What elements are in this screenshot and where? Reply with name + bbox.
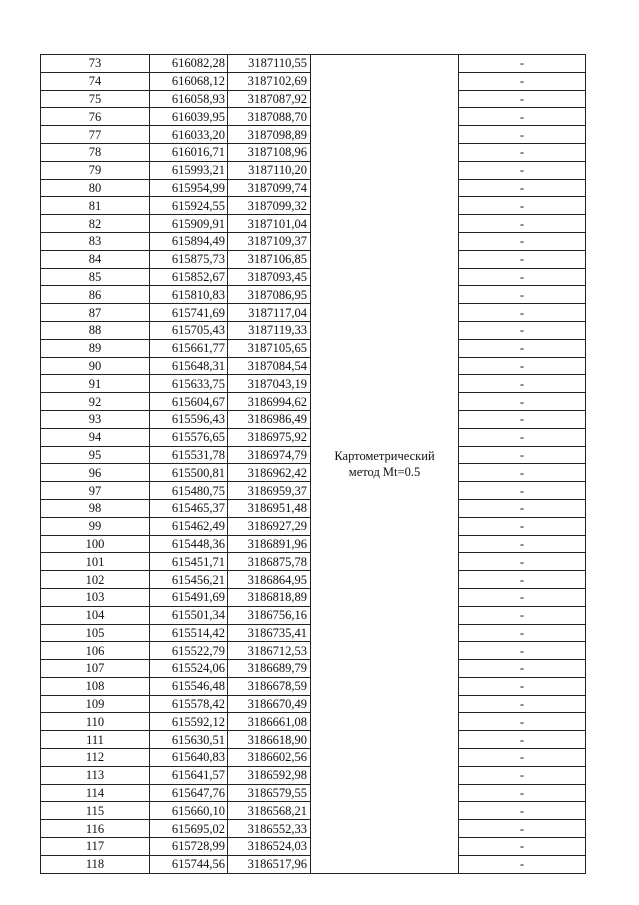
- y-coordinate-cell: 3187106,85: [228, 250, 311, 268]
- x-coordinate-cell: 615630,51: [150, 731, 228, 749]
- y-coordinate-cell: 3186927,29: [228, 517, 311, 535]
- accuracy-cell: -: [459, 820, 586, 838]
- accuracy-cell: -: [459, 499, 586, 517]
- x-coordinate-cell: 616058,93: [150, 90, 228, 108]
- x-coordinate-cell: 615744,56: [150, 855, 228, 873]
- x-coordinate-cell: 615596,43: [150, 410, 228, 428]
- point-number-cell: 109: [41, 695, 150, 713]
- x-coordinate-cell: 615480,75: [150, 482, 228, 500]
- y-coordinate-cell: 3186986,49: [228, 410, 311, 428]
- point-number-cell: 103: [41, 588, 150, 606]
- y-coordinate-cell: 3187086,95: [228, 286, 311, 304]
- point-number-cell: 111: [41, 731, 150, 749]
- x-coordinate-cell: 615924,55: [150, 197, 228, 215]
- point-number-cell: 106: [41, 642, 150, 660]
- x-coordinate-cell: 615640,83: [150, 749, 228, 767]
- point-number-cell: 93: [41, 410, 150, 428]
- accuracy-cell: -: [459, 72, 586, 90]
- y-coordinate-cell: 3186552,33: [228, 820, 311, 838]
- y-coordinate-cell: 3187117,04: [228, 304, 311, 322]
- accuracy-cell: -: [459, 393, 586, 411]
- accuracy-cell: -: [459, 268, 586, 286]
- y-coordinate-cell: 3187119,33: [228, 321, 311, 339]
- point-number-cell: 96: [41, 464, 150, 482]
- x-coordinate-cell: 616033,20: [150, 126, 228, 144]
- point-number-cell: 80: [41, 179, 150, 197]
- accuracy-cell: -: [459, 571, 586, 589]
- point-number-cell: 98: [41, 499, 150, 517]
- x-coordinate-cell: 615705,43: [150, 321, 228, 339]
- point-number-cell: 107: [41, 660, 150, 678]
- accuracy-cell: -: [459, 553, 586, 571]
- y-coordinate-cell: 3186712,53: [228, 642, 311, 660]
- y-coordinate-cell: 3187087,92: [228, 90, 311, 108]
- x-coordinate-cell: 615578,42: [150, 695, 228, 713]
- y-coordinate-cell: 3187105,65: [228, 339, 311, 357]
- accuracy-cell: -: [459, 695, 586, 713]
- accuracy-cell: -: [459, 713, 586, 731]
- y-coordinate-cell: 3186962,42: [228, 464, 311, 482]
- accuracy-cell: -: [459, 321, 586, 339]
- accuracy-cell: -: [459, 784, 586, 802]
- x-coordinate-cell: 616082,28: [150, 55, 228, 73]
- x-coordinate-cell: 615909,91: [150, 215, 228, 233]
- accuracy-cell: -: [459, 215, 586, 233]
- x-coordinate-cell: 615546,48: [150, 677, 228, 695]
- accuracy-cell: -: [459, 855, 586, 873]
- point-number-cell: 82: [41, 215, 150, 233]
- point-number-cell: 83: [41, 232, 150, 250]
- accuracy-cell: -: [459, 482, 586, 500]
- x-coordinate-cell: 615661,77: [150, 339, 228, 357]
- accuracy-cell: -: [459, 304, 586, 322]
- accuracy-cell: -: [459, 766, 586, 784]
- y-coordinate-cell: 3187043,19: [228, 375, 311, 393]
- y-coordinate-cell: 3186602,56: [228, 749, 311, 767]
- x-coordinate-cell: 615451,71: [150, 553, 228, 571]
- x-coordinate-cell: 615647,76: [150, 784, 228, 802]
- point-number-cell: 112: [41, 749, 150, 767]
- x-coordinate-cell: 615592,12: [150, 713, 228, 731]
- point-number-cell: 95: [41, 446, 150, 464]
- x-coordinate-cell: 615954,99: [150, 179, 228, 197]
- accuracy-cell: -: [459, 838, 586, 856]
- point-number-cell: 102: [41, 571, 150, 589]
- y-coordinate-cell: 3186524,03: [228, 838, 311, 856]
- accuracy-cell: -: [459, 250, 586, 268]
- x-coordinate-cell: 615641,57: [150, 766, 228, 784]
- x-coordinate-cell: 615604,67: [150, 393, 228, 411]
- point-number-cell: 75: [41, 90, 150, 108]
- point-number-cell: 76: [41, 108, 150, 126]
- point-number-cell: 79: [41, 161, 150, 179]
- x-coordinate-cell: 616039,95: [150, 108, 228, 126]
- x-coordinate-cell: 615660,10: [150, 802, 228, 820]
- point-number-cell: 100: [41, 535, 150, 553]
- y-coordinate-cell: 3187102,69: [228, 72, 311, 90]
- y-coordinate-cell: 3186568,21: [228, 802, 311, 820]
- x-coordinate-cell: 615648,31: [150, 357, 228, 375]
- y-coordinate-cell: 3186678,59: [228, 677, 311, 695]
- x-coordinate-cell: 616016,71: [150, 143, 228, 161]
- y-coordinate-cell: 3186670,49: [228, 695, 311, 713]
- point-number-cell: 99: [41, 517, 150, 535]
- point-number-cell: 115: [41, 802, 150, 820]
- y-coordinate-cell: 3186875,78: [228, 553, 311, 571]
- point-number-cell: 85: [41, 268, 150, 286]
- accuracy-cell: -: [459, 517, 586, 535]
- point-number-cell: 91: [41, 375, 150, 393]
- point-number-cell: 105: [41, 624, 150, 642]
- point-number-cell: 92: [41, 393, 150, 411]
- accuracy-cell: -: [459, 161, 586, 179]
- y-coordinate-cell: 3187084,54: [228, 357, 311, 375]
- y-coordinate-cell: 3186951,48: [228, 499, 311, 517]
- point-number-cell: 87: [41, 304, 150, 322]
- accuracy-cell: -: [459, 55, 586, 73]
- y-coordinate-cell: 3186891,96: [228, 535, 311, 553]
- accuracy-cell: -: [459, 179, 586, 197]
- accuracy-cell: -: [459, 731, 586, 749]
- accuracy-cell: -: [459, 428, 586, 446]
- accuracy-cell: -: [459, 446, 586, 464]
- point-number-cell: 74: [41, 72, 150, 90]
- y-coordinate-cell: 3186818,89: [228, 588, 311, 606]
- accuracy-cell: -: [459, 126, 586, 144]
- point-number-cell: 116: [41, 820, 150, 838]
- x-coordinate-cell: 615514,42: [150, 624, 228, 642]
- y-coordinate-cell: 3187109,37: [228, 232, 311, 250]
- y-coordinate-cell: 3186689,79: [228, 660, 311, 678]
- x-coordinate-cell: 615491,69: [150, 588, 228, 606]
- y-coordinate-cell: 3187088,70: [228, 108, 311, 126]
- y-coordinate-cell: 3187099,74: [228, 179, 311, 197]
- y-coordinate-cell: 3186994,62: [228, 393, 311, 411]
- x-coordinate-cell: 615741,69: [150, 304, 228, 322]
- point-number-cell: 84: [41, 250, 150, 268]
- x-coordinate-cell: 615576,65: [150, 428, 228, 446]
- method-accuracy-text: метод Mt=0.5: [348, 464, 421, 479]
- x-coordinate-cell: 615462,49: [150, 517, 228, 535]
- y-coordinate-cell: 3186756,16: [228, 606, 311, 624]
- table-row: [41, 55, 586, 73]
- point-number-cell: 97: [41, 482, 150, 500]
- accuracy-cell: -: [459, 588, 586, 606]
- accuracy-cell: -: [459, 357, 586, 375]
- accuracy-cell: -: [459, 410, 586, 428]
- determination-method-cell: [311, 55, 459, 874]
- y-coordinate-cell: 3186517,96: [228, 855, 311, 873]
- accuracy-cell: -: [459, 197, 586, 215]
- point-number-cell: 78: [41, 143, 150, 161]
- y-coordinate-cell: 3186579,55: [228, 784, 311, 802]
- point-number-cell: 101: [41, 553, 150, 571]
- y-coordinate-cell: 3186735,41: [228, 624, 311, 642]
- y-coordinate-cell: 3186975,92: [228, 428, 311, 446]
- x-coordinate-cell: 615500,81: [150, 464, 228, 482]
- point-number-cell: 88: [41, 321, 150, 339]
- accuracy-cell: -: [459, 143, 586, 161]
- accuracy-cell: -: [459, 606, 586, 624]
- accuracy-cell: -: [459, 90, 586, 108]
- y-coordinate-cell: 3186592,98: [228, 766, 311, 784]
- x-coordinate-cell: 616068,12: [150, 72, 228, 90]
- accuracy-cell: -: [459, 660, 586, 678]
- point-number-cell: 113: [41, 766, 150, 784]
- x-coordinate-cell: 615894,49: [150, 232, 228, 250]
- accuracy-cell: -: [459, 642, 586, 660]
- accuracy-cell: -: [459, 339, 586, 357]
- x-coordinate-cell: 615456,21: [150, 571, 228, 589]
- y-coordinate-cell: 3187110,55: [228, 55, 311, 73]
- accuracy-cell: -: [459, 624, 586, 642]
- accuracy-cell: -: [459, 375, 586, 393]
- point-number-cell: 90: [41, 357, 150, 375]
- accuracy-cell: -: [459, 677, 586, 695]
- x-coordinate-cell: 615465,37: [150, 499, 228, 517]
- accuracy-cell: -: [459, 232, 586, 250]
- x-coordinate-cell: 615633,75: [150, 375, 228, 393]
- y-coordinate-cell: 3187110,20: [228, 161, 311, 179]
- x-coordinate-cell: 615695,02: [150, 820, 228, 838]
- y-coordinate-cell: 3186864,95: [228, 571, 311, 589]
- x-coordinate-cell: 615531,78: [150, 446, 228, 464]
- y-coordinate-cell: 3187101,04: [228, 215, 311, 233]
- point-number-cell: 104: [41, 606, 150, 624]
- accuracy-cell: -: [459, 802, 586, 820]
- point-number-cell: 73: [41, 55, 150, 73]
- accuracy-cell: -: [459, 464, 586, 482]
- x-coordinate-cell: 615852,67: [150, 268, 228, 286]
- x-coordinate-cell: 615501,34: [150, 606, 228, 624]
- y-coordinate-cell: 3187108,96: [228, 143, 311, 161]
- point-number-cell: 77: [41, 126, 150, 144]
- point-number-cell: 94: [41, 428, 150, 446]
- y-coordinate-cell: 3186661,08: [228, 713, 311, 731]
- x-coordinate-cell: 615524,06: [150, 660, 228, 678]
- point-number-cell: 118: [41, 855, 150, 873]
- accuracy-cell: -: [459, 108, 586, 126]
- x-coordinate-cell: 615810,83: [150, 286, 228, 304]
- x-coordinate-cell: 615875,73: [150, 250, 228, 268]
- y-coordinate-cell: 3187098,89: [228, 126, 311, 144]
- point-number-cell: 86: [41, 286, 150, 304]
- y-coordinate-cell: 3186618,90: [228, 731, 311, 749]
- x-coordinate-cell: 615522,79: [150, 642, 228, 660]
- point-number-cell: 89: [41, 339, 150, 357]
- y-coordinate-cell: 3187099,32: [228, 197, 311, 215]
- accuracy-cell: -: [459, 749, 586, 767]
- point-number-cell: 110: [41, 713, 150, 731]
- accuracy-cell: -: [459, 286, 586, 304]
- y-coordinate-cell: 3187093,45: [228, 268, 311, 286]
- point-number-cell: 114: [41, 784, 150, 802]
- x-coordinate-cell: 615728,99: [150, 838, 228, 856]
- x-coordinate-cell: 615448,36: [150, 535, 228, 553]
- method-name-text: Картометрический: [334, 448, 435, 463]
- coordinates-table-body: [41, 55, 586, 874]
- point-number-cell: 117: [41, 838, 150, 856]
- y-coordinate-cell: 3186974,79: [228, 446, 311, 464]
- point-number-cell: 108: [41, 677, 150, 695]
- accuracy-cell: -: [459, 535, 586, 553]
- point-number-cell: 81: [41, 197, 150, 215]
- y-coordinate-cell: 3186959,37: [228, 482, 311, 500]
- coordinates-table: [40, 54, 586, 874]
- x-coordinate-cell: 615993,21: [150, 161, 228, 179]
